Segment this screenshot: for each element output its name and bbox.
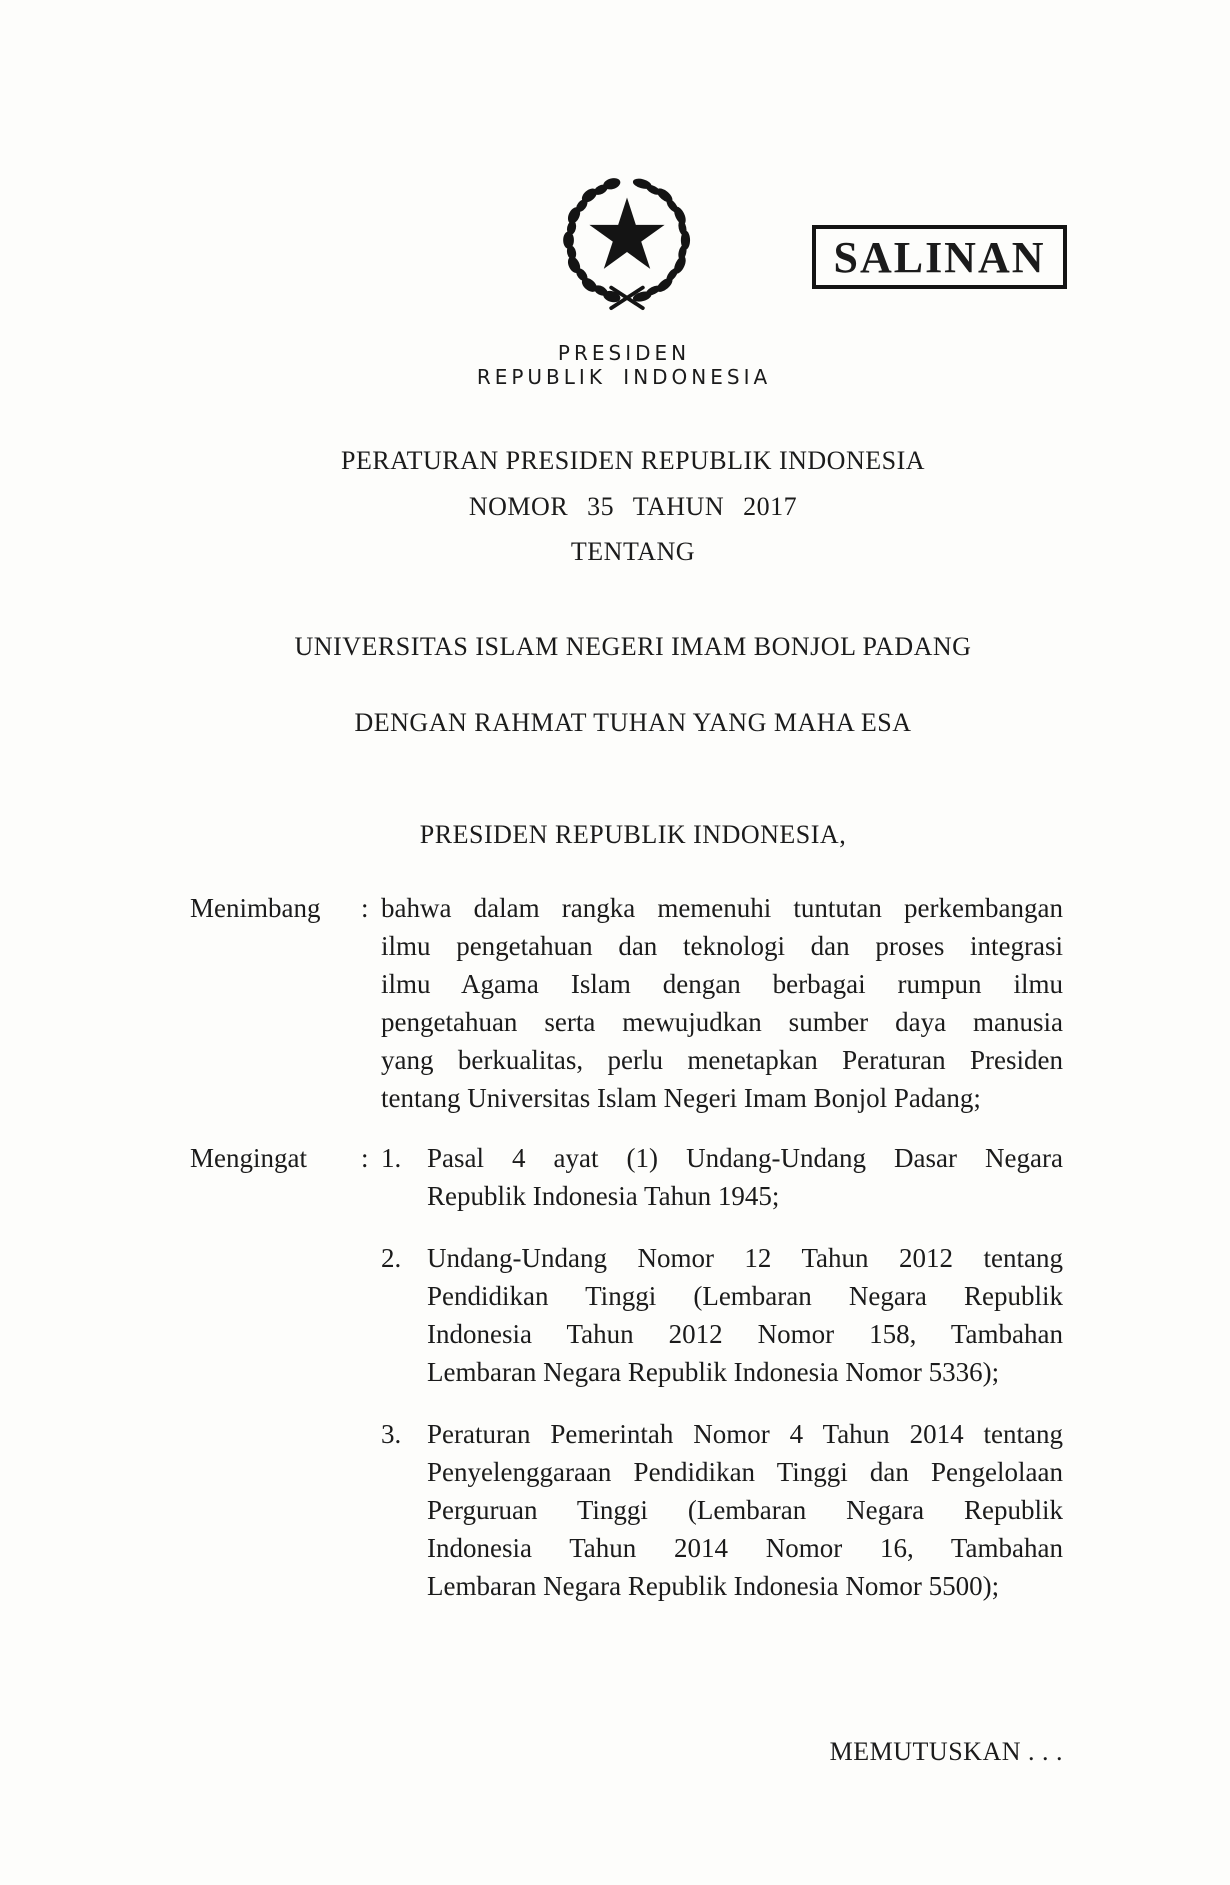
continuation-marker: MEMUTUSKAN . . . — [829, 1737, 1063, 1766]
item-text — [427, 1139, 1063, 1215]
item-line: Perguruan Tinggi (Lembaran Negara Republik — [427, 1495, 1063, 1525]
item-line: Indonesia Tahun 2012 Nomor 158, Tambahan — [427, 1319, 1063, 1349]
menimbang-line: tentang Universitas Islam Negeri Imam Bonjol Padang; — [381, 1083, 981, 1113]
regulation-subject: UNIVERSITAS ISLAM NEGERI IMAM BONJOL PADANG — [294, 632, 972, 661]
item-number: 2. — [381, 1243, 402, 1273]
legal-basis-item — [381, 1139, 1063, 1215]
letterhead-republik-indonesia: REPUBLIK INDONESIA — [476, 365, 772, 389]
mengingat-label: Mengingat — [190, 1143, 307, 1173]
item-line: Lembaran Negara Republik Indonesia Nomor 5500); — [427, 1571, 1000, 1601]
issuing-authority: PRESIDEN REPUBLIK INDONESIA, — [419, 820, 847, 849]
salinan-stamp — [812, 225, 1067, 289]
mengingat-list — [381, 1139, 1063, 1605]
invocation-line: DENGAN RAHMAT TUHAN YANG MAHA ESA — [354, 708, 912, 737]
menimbang-line: ilmu Agama Islam dengan berbagai rumpun ilmu — [381, 969, 1063, 999]
menimbang-label: Menimbang — [190, 893, 321, 923]
item-line: Peraturan Pemerintah Nomor 4 Tahun 2014 tentang — [427, 1419, 1063, 1449]
item-line: Undang-Undang Nomor 12 Tahun 2012 tentang — [427, 1243, 1063, 1273]
item-line: Lembaran Negara Republik Indonesia Nomor 5336); — [427, 1357, 1000, 1387]
letterhead-presiden: PRESIDEN — [557, 341, 691, 365]
menimbang-line: bahwa dalam rangka memenuhi tuntutan perkembangan — [381, 893, 1063, 923]
regulation-number: NOMOR 35 TAHUN 2017 — [468, 492, 798, 521]
letterhead — [424, 341, 824, 389]
item-number: 3. — [381, 1419, 402, 1449]
menimbang-text — [381, 889, 1063, 1117]
item-text — [427, 1239, 1063, 1391]
menimbang-row — [190, 889, 1063, 1117]
mengingat-row — [190, 1139, 1063, 1605]
menimbang-line: yang berkualitas, perlu menetapkan Peraturan Presiden — [381, 1045, 1063, 1075]
regulation-title: PERATURAN PRESIDEN REPUBLIK INDONESIA — [340, 446, 926, 475]
legal-basis-item — [381, 1415, 1063, 1605]
menimbang-line: ilmu pengetahuan dan teknologi dan proses integrasi — [381, 931, 1063, 961]
mengingat-colon: : — [361, 1143, 369, 1173]
menimbang-colon: : — [361, 893, 369, 923]
preamble — [190, 889, 1063, 1627]
salinan-stamp-label: SALINAN — [833, 232, 1046, 282]
menimbang-line: pengetahuan serta mewujudkan sumber daya manusia — [381, 1007, 1063, 1037]
tentang-label: TENTANG — [570, 537, 696, 566]
item-line: Indonesia Tahun 2014 Nomor 16, Tambahan — [427, 1533, 1063, 1563]
legal-basis-item — [381, 1239, 1063, 1391]
item-line: Penyelenggaraan Pendidikan Tinggi dan Pengelolaan — [427, 1457, 1063, 1487]
item-line: Pasal 4 ayat (1) Undang-Undang Dasar Negara — [427, 1143, 1063, 1173]
item-number: 1. — [381, 1143, 402, 1173]
item-line: Pendidikan Tinggi (Lembaran Negara Republik — [427, 1281, 1063, 1311]
item-text — [427, 1415, 1063, 1605]
item-line: Republik Indonesia Tahun 1945; — [427, 1181, 780, 1211]
presidential-emblem-icon — [548, 158, 706, 316]
star-icon — [589, 198, 664, 269]
